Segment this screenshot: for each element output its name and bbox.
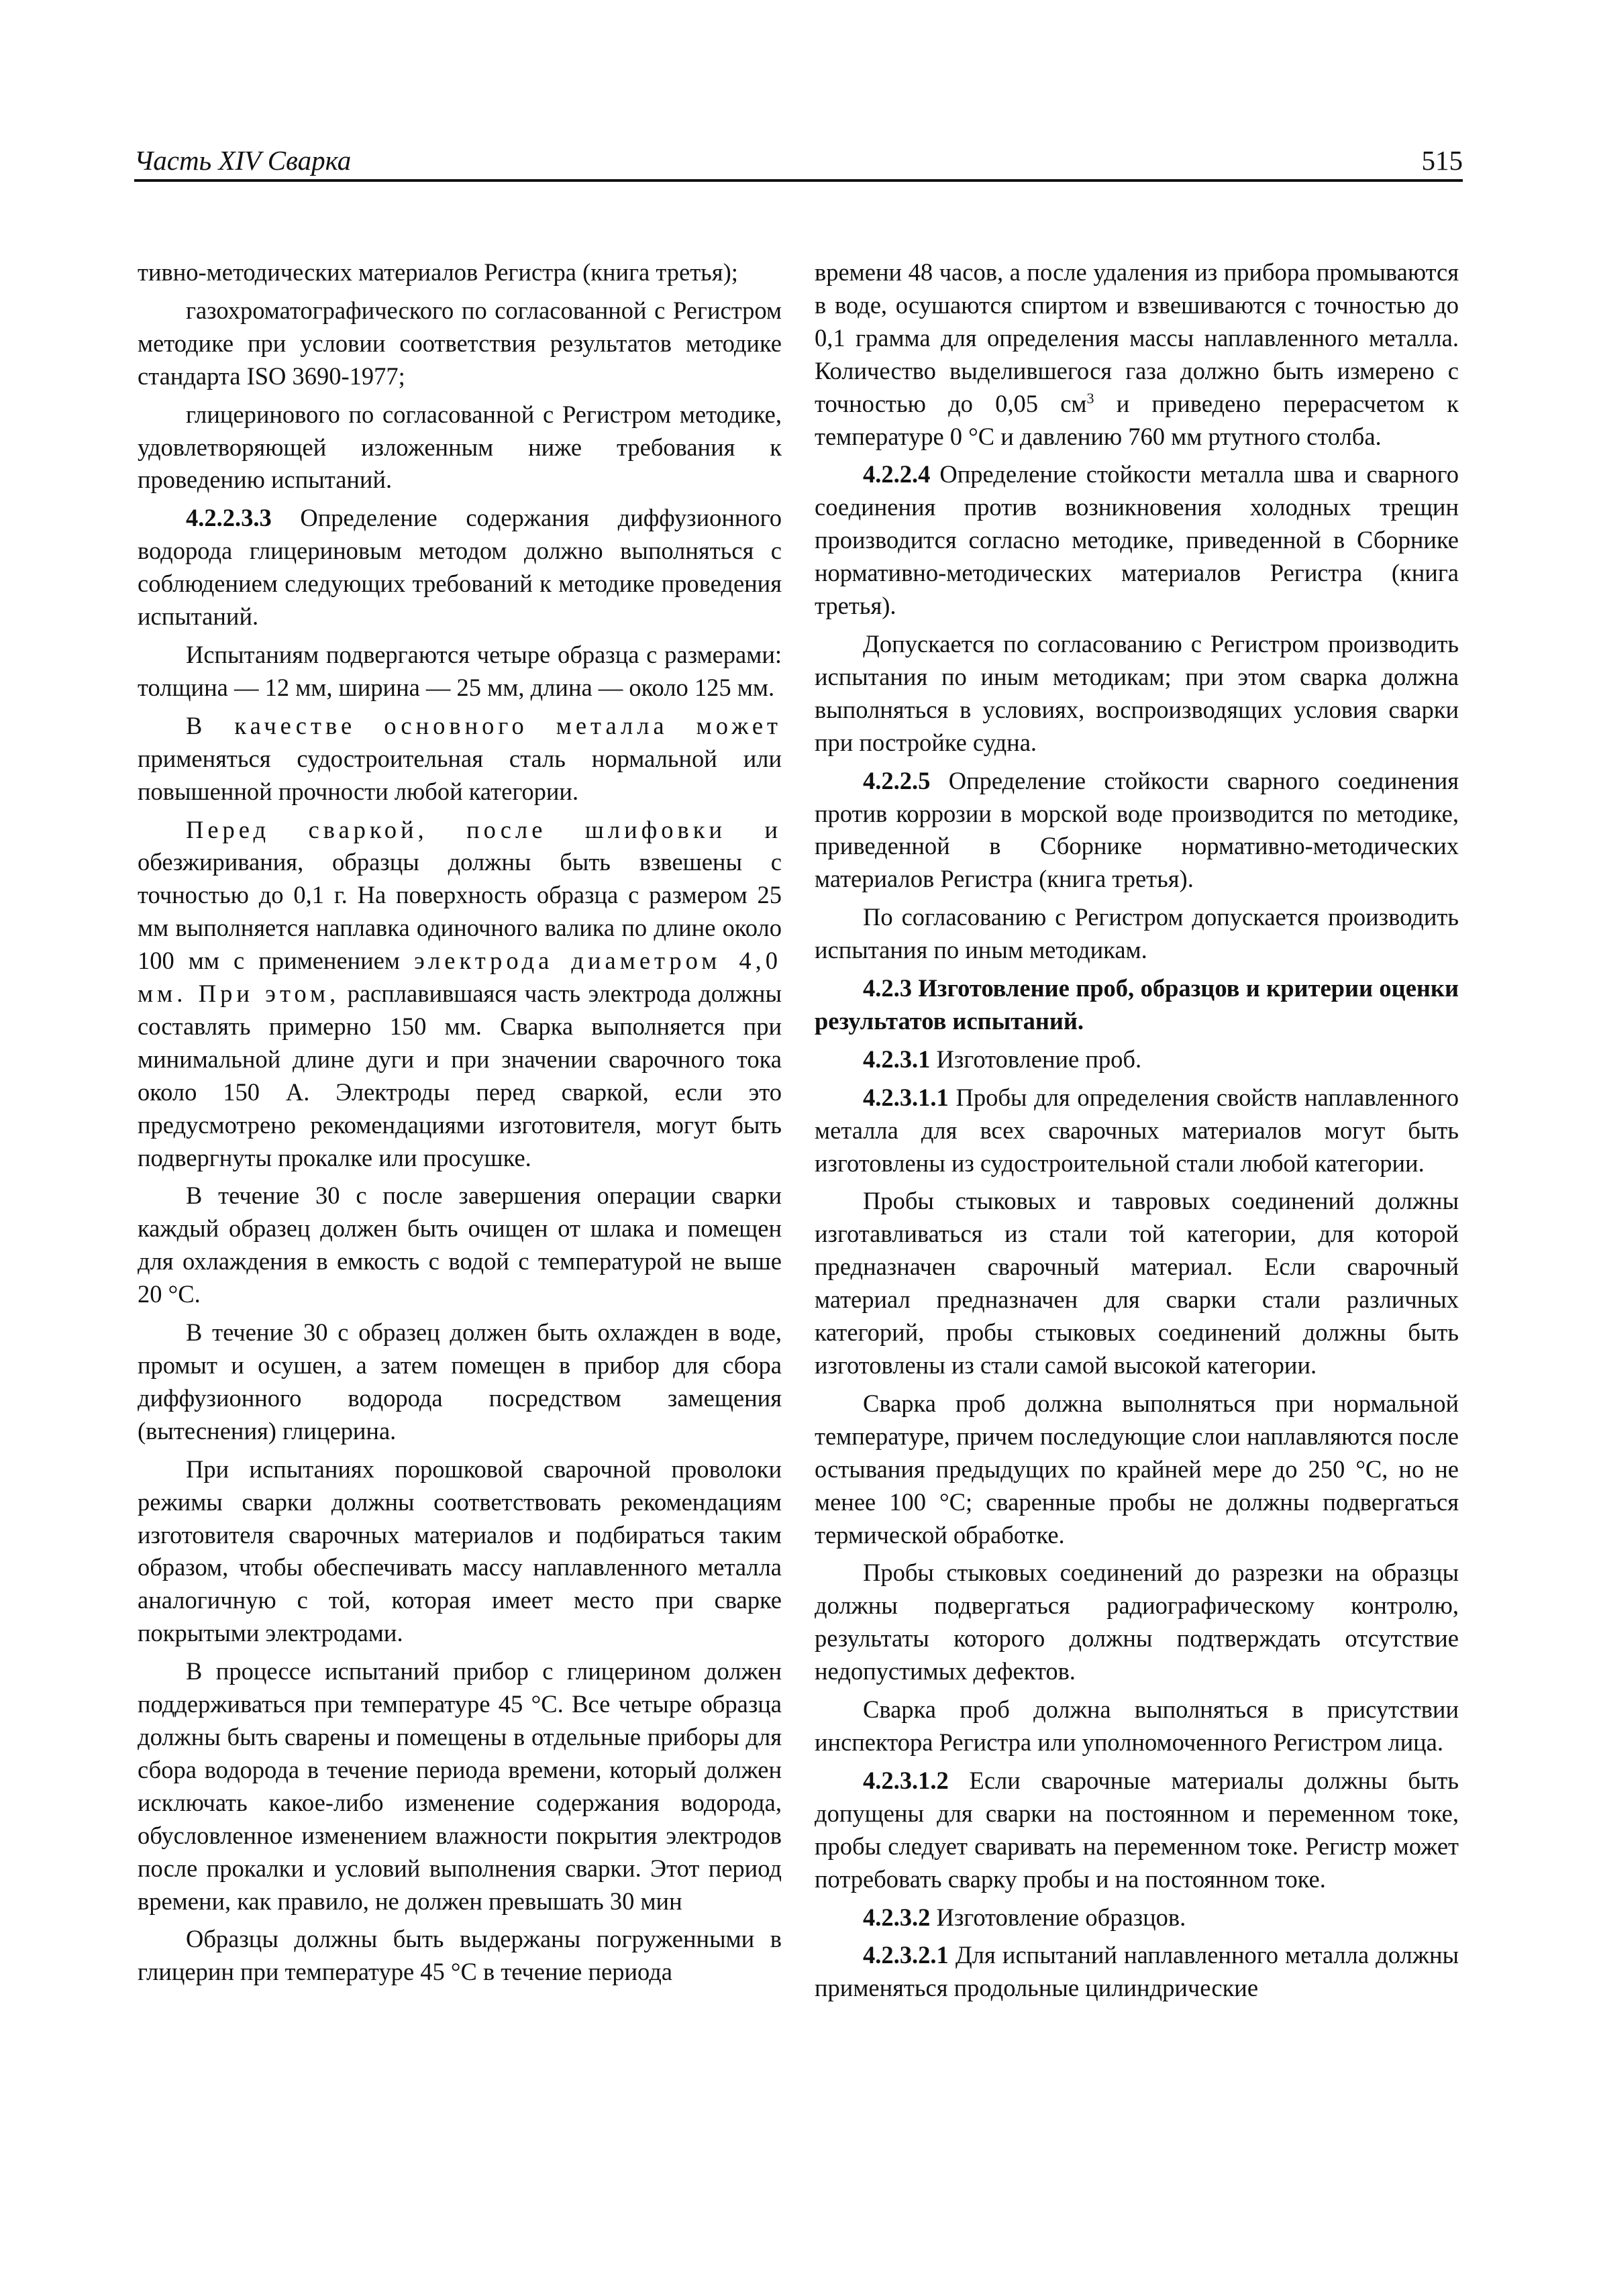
paragraph bbox=[815, 1043, 1459, 1076]
paragraph: тивно-методических материалов Регистра (книга третья); bbox=[138, 258, 738, 286]
paragraph: В течение 30 с образец должен быть охлажден в воде, промыт и осушен, а затем помещен в прибор для сбора диффузионного водорода посредством замещения (вытеснения) глицерина. bbox=[138, 1318, 782, 1445]
paragraph: В процессе испытаний прибор с глицерином должен поддерживаться при температуре 45 °С. Все четыре образца должны быть сварены и помещены в отдельные приборы для сбора водорода в течение периода времени, который должен исключать какое-либо изменение содержания водорода, обусловленное изменением влажности покрытия электродов после прокалки и условий выполнения сварки. Этот период времени, как правило, не должен превышать 30 мин bbox=[138, 1657, 782, 1915]
paragraph: Образцы должны быть выдержаны погруженными в глицерин при температуре 45 °С в течение периода bbox=[138, 1925, 782, 1986]
paragraph: глицеринового по согласованной с Регистром методике, удовлетворяющей изложенным ниже требования к проведению испытаний. bbox=[138, 400, 782, 494]
paragraph-text: Пробы для определения свойств наплавленного металла для всех сварочных материалов могут быть изготовлены из судостроительной стали любой категории. bbox=[815, 1083, 1459, 1177]
paragraph bbox=[815, 458, 1459, 623]
section-number: 4.2.2.5 bbox=[863, 766, 931, 794]
section-number: 4.2.3.2.1 bbox=[863, 1941, 949, 1969]
paragraph-text: расплавившаяся часть электрода должны составлять примерно 150 мм. Сварка выполняется при минимальной длине дуги и при значении сварочного тока около 150 А. Электроды перед сваркой, если это предусмотрено рекомендациями изготовителя, могут быть подвергнуты прокалке или просушке. bbox=[138, 980, 782, 1171]
section-number: 4.2.3.1.1 bbox=[863, 1083, 949, 1111]
paragraph: Испытаниям подвергаются четыре образца с размерами: толщина — 12 мм, ширина — 25 мм, длина — около 125 мм. bbox=[138, 640, 782, 701]
section-number: 4.2.2.4 bbox=[863, 460, 931, 488]
paragraph bbox=[815, 1765, 1459, 1896]
paragraph-text: Изготовление образцов. bbox=[930, 1903, 1186, 1931]
paragraph bbox=[138, 710, 782, 808]
superscript: 3 bbox=[1086, 389, 1094, 407]
paragraph: По согласованию с Регистром допускается производить испытания по иным методикам. bbox=[815, 903, 1459, 964]
page-number: 515 bbox=[1421, 145, 1463, 176]
section-number: 4.2.2.3.3 bbox=[186, 504, 272, 532]
left-column bbox=[138, 256, 782, 1994]
paragraph-text: Если сварочные материалы должны быть допущены для сварки на постоянном и переменном токе, пробы следует сваривать на переменном токе. Регистр может потребовать сварку пробы и на постоянном токе. bbox=[815, 1766, 1459, 1893]
paragraph bbox=[815, 1901, 1459, 1934]
paragraph: Сварка проб должна выполняться в присутствии инспектора Регистра или уполномоченного Регистром лица. bbox=[815, 1695, 1459, 1756]
section-heading: 4.2.3 Изготовление проб, образцов и критерии оценки результатов испытаний. bbox=[815, 974, 1459, 1035]
right-column bbox=[815, 256, 1459, 2010]
paragraph: Пробы стыковых и тавровых соединений должны изготавливаться из стали той категории, для которой предназначен сварочный материал. Если сварочный материал предназначен для сварки стали различных категорий, пробы стыковых соединений должны быть изготовлены из стали самой высокой категории. bbox=[815, 1187, 1459, 1379]
paragraph bbox=[815, 765, 1459, 896]
spaced-text: Перед сваркой, после шлифовки и bbox=[186, 815, 782, 843]
paragraph-text: Определение содержания диффузионного водорода глицериновым методом должно выполняться с соблюдением следующих требований к методике проведения испытаний. bbox=[138, 504, 782, 631]
paragraph: газохроматографического по согласованной с Регистром методике при условии соответствия результатов методике стандарта ISO 3690-1977; bbox=[138, 296, 782, 390]
running-title: Часть XIV Сварка bbox=[134, 145, 352, 176]
paragraph bbox=[815, 1082, 1459, 1180]
paragraph-text: Определение стойкости металла шва и сварного соединения против возникновения холодных трещин производится согласно методике, приведенной в Сборнике нормативно-методических материалов Регистра (книга третья). bbox=[815, 460, 1459, 620]
spaced-text: электрода диаметром 4,0 мм. При этом, bbox=[138, 947, 782, 1008]
paragraph-text: Изготовление проб. bbox=[930, 1045, 1142, 1073]
section-number: 4.2.3.2 bbox=[863, 1903, 931, 1931]
paragraph: При испытаниях порошковой сварочной проволоки режимы сварки должны соответствовать рекомендациям изготовителя сварочных материалов и подбираться таким образом, чтобы обеспечивать массу наплавленного металла аналогичную с той, которая имеет место при сварке покрытыми электродами. bbox=[138, 1455, 782, 1647]
paragraph-text: Для испытаний наплавленного металла должны применяться продольные цилиндрические bbox=[815, 1941, 1459, 2002]
paragraph: Пробы стыковых соединений до разрезки на образцы должны подвергаться радиографическому контролю, результаты которого должны подтверждать отсутствие недопустимых дефектов. bbox=[815, 1559, 1459, 1685]
paragraph bbox=[815, 1939, 1459, 2005]
paragraph bbox=[815, 256, 1459, 453]
section-number: 4.2.3.1.2 bbox=[863, 1766, 949, 1794]
paragraph: Допускается по согласованию с Регистром производить испытания по иным методикам; при этом сварка должна выполняться в условиях, воспроизводящих условия сварки при постройке судна. bbox=[815, 629, 1459, 756]
paragraph-text: обезжиривания, образцы должны быть взвешены с точностью до 0,1 г. На поверхность образца с размером 25 мм выполняется наплавка одиночного валика по длине около 100 мм с применением bbox=[138, 848, 782, 975]
paragraph bbox=[138, 814, 782, 1175]
paragraph bbox=[138, 502, 782, 633]
paragraph: Сварка проб должна выполняться при нормальной температуре, причем последующие слои наплавляются после остывания предыдущих по крайней мере до 250 °С, но не менее 100 °С; сваренные пробы не должны подвергаться термической обработке. bbox=[815, 1389, 1459, 1549]
page-header bbox=[134, 138, 1463, 182]
paragraph-text: применяться судостроительная сталь нормальной или повышенной прочности любой категории. bbox=[138, 744, 782, 805]
paragraph-text: времени 48 часов, а после удаления из прибора промываются в воде, осушаются спиртом и взвешиваются с точностью до 0,1 грамма для определения массы наплавленного металла. Количество выделившегося газа должно быть измерено с точностью до 0,05 см bbox=[815, 258, 1459, 417]
paragraph: В течение 30 с после завершения операции сварки каждый образец должен быть очищен от шлака и помещен для охлаждения в емкость с водой с температурой не выше 20 °С. bbox=[138, 1182, 782, 1308]
section-number: 4.2.3.1 bbox=[863, 1045, 931, 1073]
spaced-text: В качестве основного металла может bbox=[186, 711, 782, 739]
paragraph-text: Определение стойкости сварного соединения против коррозии в морской воде производится по методике, приведенной в Сборнике нормативно-методических материалов Регистра (книга третья). bbox=[815, 766, 1459, 893]
paragraph-text: и приведено перерасчетом к температуре 0 °С и давлению 760 мм ртутного столба. bbox=[815, 389, 1459, 450]
